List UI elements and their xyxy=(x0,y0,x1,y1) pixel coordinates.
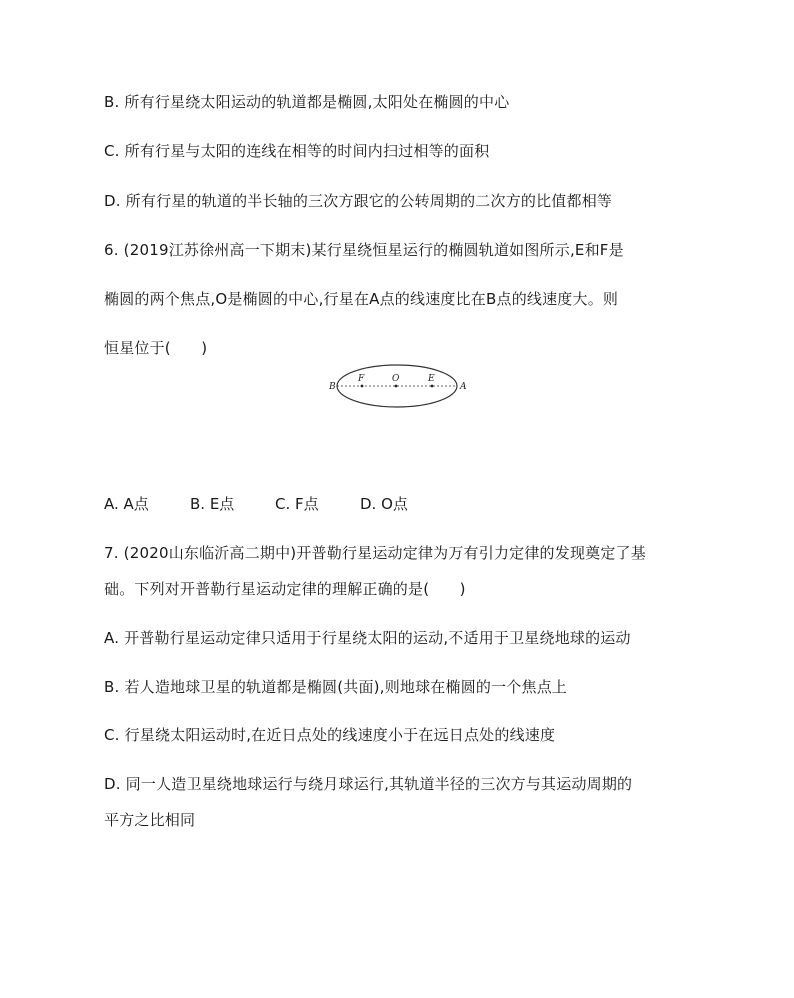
q6-stem-line-3: 恒星位于( ) xyxy=(104,339,208,357)
focus-f-point xyxy=(361,385,364,388)
ellipse-orbit-figure xyxy=(325,364,470,414)
label-o: O xyxy=(392,374,400,384)
q7-option-d-line-2: 平方之比相同 xyxy=(104,811,196,829)
q7-option-a: A. 开普勒行星运动定律只适用于行星绕太阳的运动,不适用于卫星绕地球的运动 xyxy=(104,629,631,647)
q5-option-c: C. 所有行星与太阳的连线在相等的时间内扫过相等的面积 xyxy=(104,142,490,160)
q7-option-d-line-1: D. 同一人造卫星绕地球运行与绕月球运行,其轨道半径的三次方与其运动周期的 xyxy=(104,775,633,793)
q7-stem-line-2: 础。下列对开普勒行星运动定律的理解正确的是( ) xyxy=(104,580,466,598)
label-a: A xyxy=(460,382,467,392)
q7-stem-line-1: 7. (2020山东临沂高二期中)开普勒行星运动定律为万有引力定律的发现奠定了基 xyxy=(104,544,646,562)
label-b: B xyxy=(329,382,336,392)
q6-option-b: B. E点 xyxy=(190,495,235,513)
label-f: F xyxy=(358,374,365,384)
q5-option-d: D. 所有行星的轨道的半长轴的三次方跟它的公转周期的二次方的比值都相等 xyxy=(104,192,613,210)
ellipse-orbit-svg xyxy=(325,364,470,414)
label-e: E xyxy=(428,374,435,384)
q6-stem-line-2: 椭圆的两个焦点,O是椭圆的中心,行星在A点的线速度比在B点的线速度大。则 xyxy=(104,290,619,308)
q5-option-b: B. 所有行星绕太阳运动的轨道都是椭圆,太阳处在椭圆的中心 xyxy=(104,93,510,111)
q7-option-b: B. 若人造地球卫星的轨道都是椭圆(共面),则地球在椭圆的一个焦点上 xyxy=(104,678,568,696)
q6-option-a: A. A点 xyxy=(104,495,149,513)
q6-option-c: C. F点 xyxy=(275,495,319,513)
q7-option-c: C. 行星绕太阳运动时,在近日点处的线速度小于在远日点处的线速度 xyxy=(104,726,556,744)
center-o-point xyxy=(395,385,398,388)
q6-stem-line-1: 6. (2019江苏徐州高一下期末)某行星绕恒星运行的椭圆轨道如图所示,E和F是 xyxy=(104,241,624,259)
q6-option-d: D. O点 xyxy=(360,495,408,513)
q6-options xyxy=(104,494,408,514)
focus-e-point xyxy=(431,385,434,388)
